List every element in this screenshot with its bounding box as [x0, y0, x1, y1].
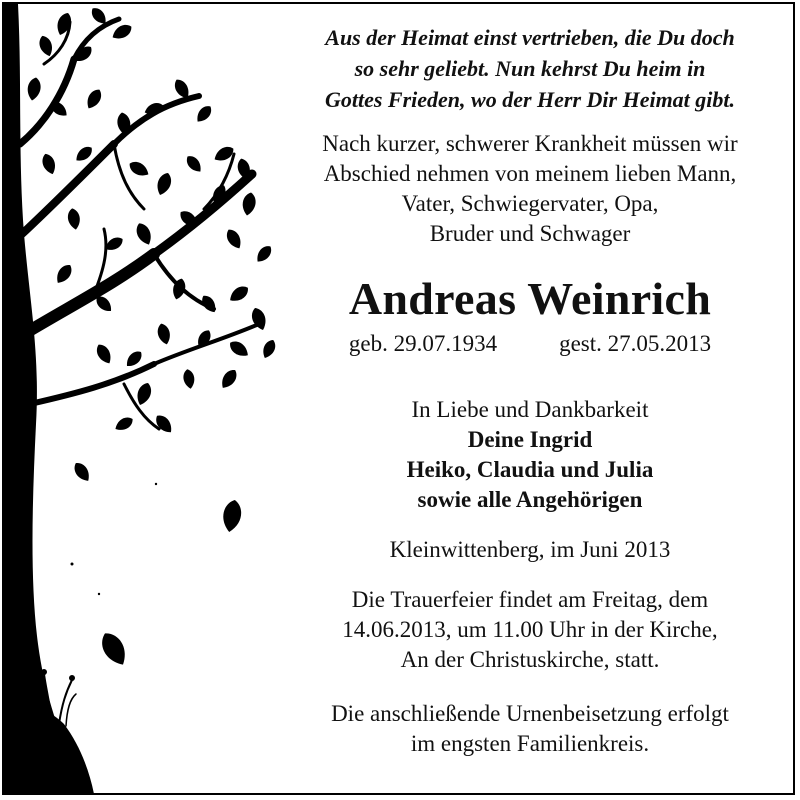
mourner-name: Heiko, Claudia und Julia [406, 457, 654, 482]
intro-line: Bruder und Schwager [429, 221, 631, 246]
intro-line: Nach kurzer, schwerer Krankheit müssen wir [322, 131, 738, 156]
memorial-verse [266, 22, 794, 115]
death-date: gest. 27.05.2013 [559, 331, 712, 356]
deceased-name: Andreas Weinrich [348, 273, 712, 324]
intro-line: Vater, Schwiegervater, Opa, [401, 191, 659, 216]
mourners-section [266, 395, 794, 515]
burial-line: im engsten Familienkreis. [410, 731, 650, 756]
funeral-info [266, 585, 794, 675]
verse-line: Gottes Frieden, wo der Herr Dir Heimat gibt. [324, 87, 736, 112]
tree-silhouette-icon [4, 4, 294, 795]
announcement-intro [266, 129, 794, 249]
mourners-intro: In Liebe und Dankbarkeit [411, 397, 649, 422]
burial-line: Die anschließende Urnenbeisetzung erfolgt [331, 701, 729, 726]
funeral-line: Die Trauerfeier findet am Freitag, dem [351, 587, 709, 612]
verse-line: so sehr geliebt. Nun kehrst Du heim in [354, 56, 706, 81]
burial-info [266, 699, 794, 759]
mourner-name: sowie alle Angehörigen [417, 487, 643, 512]
birth-date: geb. 29.07.1934 [348, 331, 498, 356]
place-date: Kleinwittenberg, im Juni 2013 [389, 537, 671, 562]
funeral-line: An der Christuskirche, statt. [400, 647, 660, 672]
obituary-text [266, 22, 794, 759]
funeral-line: 14.06.2013, um 11.00 Uhr in der Kirche, [342, 617, 718, 642]
intro-line: Abschied nehmen von meinem lieben Mann, [323, 161, 737, 186]
obituary-frame [2, 2, 795, 795]
verse-line: Aus der Heimat einst vertrieben, die Du doch [325, 25, 735, 50]
mourner-name: Deine Ingrid [467, 427, 593, 452]
life-dates [266, 329, 794, 359]
